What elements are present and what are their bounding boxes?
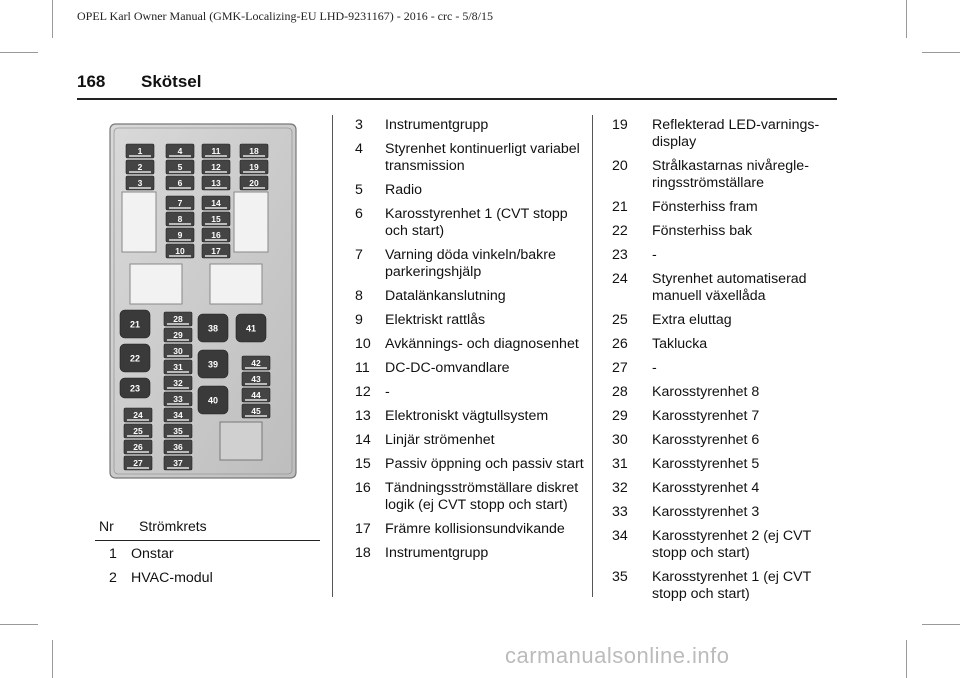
page-number: 168: [77, 72, 106, 91]
fuse-40: [198, 386, 228, 414]
fuse-label: 13: [211, 178, 221, 188]
fuse-19: [240, 160, 268, 174]
row-number: 13: [355, 408, 371, 424]
row-circuit: Främre kollisionsundvikande: [385, 521, 565, 537]
row-number: 31: [612, 456, 628, 472]
section-title: Skötsel: [141, 72, 202, 91]
fuse-34: [164, 408, 192, 422]
table-row: [345, 206, 585, 240]
fuse-label: 4: [177, 146, 183, 156]
row-circuit: -: [385, 384, 390, 400]
table-row: [612, 223, 832, 240]
page-title: [77, 72, 201, 92]
fuse-9: [166, 228, 194, 242]
table-row: [612, 480, 832, 497]
crop-mark: [52, 640, 53, 678]
fuse-label: 25: [133, 426, 143, 436]
table-row: [345, 456, 585, 473]
fuse-label: 7: [177, 198, 183, 208]
fuse-11: [202, 144, 230, 158]
row-number: 7: [355, 247, 363, 263]
table-row: [345, 408, 585, 425]
table-header: [95, 518, 320, 541]
row-number: 16: [355, 480, 371, 496]
table-row: [612, 384, 832, 401]
crop-mark: [922, 624, 960, 625]
fuse-33: [164, 392, 192, 406]
table-row: [345, 480, 585, 514]
table-row: [612, 271, 832, 305]
fuse-label: 3: [137, 178, 143, 188]
fuse-label: 28: [173, 314, 183, 324]
crop-mark: [906, 640, 907, 678]
row-circuit: Karosstyrenhet 1 (ej CVT stopp och start): [652, 569, 812, 602]
crop-mark: [0, 624, 38, 625]
row-circuit: Karosstyrenhet 6: [652, 432, 760, 448]
fuse-4: [166, 144, 194, 158]
fuse-24: [124, 408, 152, 422]
fuse-45: [242, 404, 270, 418]
fuse-22: [120, 344, 150, 372]
header-nr: Nr: [99, 518, 114, 534]
row-number: 1: [109, 546, 117, 562]
row-circuit: -: [652, 247, 657, 263]
row-circuit: Taklucka: [652, 336, 708, 352]
fuse-7: [166, 196, 194, 210]
fuse-label: 31: [173, 362, 183, 372]
row-circuit: Avkännings- och diagnosenhet: [385, 336, 579, 352]
row-number: 34: [612, 528, 628, 544]
row-circuit: Passiv öppning och passiv start: [385, 456, 584, 472]
row-circuit: Karosstyrenhet 5: [652, 456, 760, 472]
row-number: 6: [355, 206, 363, 222]
fuse-18: [240, 144, 268, 158]
fuse-35: [164, 424, 192, 438]
fuse-label: 17: [211, 246, 221, 256]
row-circuit: Karosstyrenhet 8: [652, 384, 760, 400]
row-circuit: Linjär strömenhet: [385, 432, 495, 448]
row-circuit: Tändningsströmställare diskret logik (ej CVT stopp och start): [385, 480, 579, 513]
row-circuit: Varning döda vinkeln/bakre parkeringshjälp: [385, 247, 556, 280]
row-number: 20: [612, 158, 628, 174]
fuse-label: 42: [251, 358, 261, 368]
row-number: 22: [612, 223, 628, 239]
fuse-17: [202, 244, 230, 258]
table-row: [612, 158, 832, 192]
table-row: [345, 360, 585, 377]
row-number: 32: [612, 480, 628, 496]
row-number: 17: [355, 521, 371, 537]
fuse-label: 11: [211, 146, 221, 156]
table-row: [95, 546, 320, 563]
fuse-label: 24: [133, 410, 143, 420]
row-number: 12: [355, 384, 371, 400]
row-circuit: Reflekterad LED-varningsdisplay: [652, 117, 820, 150]
fuse-label: 2: [137, 162, 143, 172]
table-row: [612, 569, 832, 603]
fuse-label: 15: [211, 214, 221, 224]
fuse-label: 19: [249, 162, 259, 172]
fuse-14: [202, 196, 230, 210]
row-circuit: Elektriskt rattlås: [385, 312, 486, 328]
fuse-41: [236, 314, 266, 342]
row-number: 30: [612, 432, 628, 448]
fuse-3: [126, 176, 154, 190]
row-circuit: Fönsterhiss fram: [652, 199, 758, 215]
table-column-2: [345, 117, 585, 569]
table-row: [612, 247, 832, 264]
row-circuit: Styrenhet automatiserad manuell växellåda: [652, 271, 807, 304]
fuse-label: 37: [173, 458, 183, 468]
row-number: 10: [355, 336, 371, 352]
fuse-21: [120, 310, 150, 338]
row-circuit: Karosstyrenhet 4: [652, 480, 760, 496]
row-circuit: Onstar: [131, 546, 174, 562]
row-number: 27: [612, 360, 628, 376]
fuse-label: 12: [211, 162, 221, 172]
fuse-label: 45: [251, 406, 261, 416]
fuse-37: [164, 456, 192, 470]
table-row: [612, 312, 832, 329]
document-meta: OPEL Karl Owner Manual (GMK-Localizing-EU LHD-9231167) - 2016 - crc - 5/8/15: [77, 9, 493, 23]
table-row: [612, 199, 832, 216]
row-number: 2: [109, 570, 117, 586]
fuse-32: [164, 376, 192, 390]
fuse-label: 16: [211, 230, 221, 240]
crop-mark: [906, 0, 907, 38]
table-row: [345, 521, 585, 538]
row-number: 15: [355, 456, 371, 472]
fuse-label: 22: [129, 353, 141, 364]
row-number: 3: [355, 117, 363, 133]
row-number: 8: [355, 288, 363, 304]
fuse-label: 30: [173, 346, 183, 356]
table-row: [612, 456, 832, 473]
row-number: 5: [355, 182, 363, 198]
fuse-label: 1: [137, 146, 143, 156]
row-circuit: Instrumentgrupp: [385, 545, 489, 561]
fuse-15: [202, 212, 230, 226]
table-row: [345, 432, 585, 449]
row-circuit: Fönsterhiss bak: [652, 223, 753, 239]
fuse-label: 18: [249, 146, 259, 156]
row-number: 25: [612, 312, 628, 328]
row-number: 21: [612, 199, 628, 215]
fuse-38: [198, 314, 228, 342]
row-number: 19: [612, 117, 628, 133]
fuse-label: 20: [249, 178, 259, 188]
title-rule: [77, 98, 837, 100]
fuse-13: [202, 176, 230, 190]
crop-mark: [0, 52, 38, 53]
fuse-8: [166, 212, 194, 226]
fuse-label: 10: [175, 246, 185, 256]
fuse-label: 40: [207, 395, 219, 406]
row-number: 11: [355, 360, 370, 376]
fuse-label: 38: [207, 323, 219, 334]
fuse-label: 9: [177, 230, 183, 240]
fuse-label: 34: [173, 410, 183, 420]
fuse-label: 35: [173, 426, 183, 436]
fuse-1: [126, 144, 154, 158]
row-circuit: Karosstyrenhet 3: [652, 504, 760, 520]
fuse-label: 41: [245, 323, 257, 334]
table-row: [345, 117, 585, 134]
table-row: [345, 141, 585, 175]
fuse-31: [164, 360, 192, 374]
fuse-label: 6: [177, 178, 183, 188]
row-number: 35: [612, 569, 628, 585]
row-number: 4: [355, 141, 363, 157]
fuse-2: [126, 160, 154, 174]
fuse-label: 39: [207, 359, 219, 370]
fuse-label: 32: [173, 378, 183, 388]
row-circuit: DC-DC-omvandlare: [385, 360, 510, 376]
table-row: [612, 117, 832, 151]
row-number: 18: [355, 545, 371, 561]
fuse-label: 26: [133, 442, 143, 452]
row-number: 33: [612, 504, 628, 520]
table-row: [345, 545, 585, 562]
fuse-20: [240, 176, 268, 190]
table-row: [612, 504, 832, 521]
fuse-label: 14: [211, 198, 221, 208]
fuse-6: [166, 176, 194, 190]
table-row: [345, 288, 585, 305]
fuse-label: 27: [133, 458, 143, 468]
table-row: [345, 312, 585, 329]
header-circuit: Strömkrets: [139, 518, 207, 534]
row-number: 29: [612, 408, 628, 424]
column-divider: [332, 115, 333, 597]
fuse-39: [198, 350, 228, 378]
fuse-label: 5: [177, 162, 183, 172]
table-row: [612, 408, 832, 425]
table-column-3: [612, 117, 832, 610]
fuse-16: [202, 228, 230, 242]
fuse-box-diagram: [108, 122, 298, 482]
row-number: 28: [612, 384, 628, 400]
row-circuit: Strålkastarnas nivåregleringsströmställare: [652, 158, 809, 191]
fuse-label: 33: [173, 394, 183, 404]
table-row: [612, 360, 832, 377]
fuse-27: [124, 456, 152, 470]
table-row: [345, 336, 585, 353]
row-circuit: Styrenhet kontinuerligt variabel transmission: [385, 141, 580, 174]
fuse-12: [202, 160, 230, 174]
row-number: 23: [612, 247, 628, 263]
row-circuit: Extra eluttag: [652, 312, 732, 328]
table-row: [612, 528, 832, 562]
row-circuit: -: [652, 360, 657, 376]
fuse-label: 43: [251, 374, 261, 384]
row-number: 26: [612, 336, 628, 352]
fuse-label: 21: [129, 319, 141, 330]
fuse-30: [164, 344, 192, 358]
crop-mark: [922, 52, 960, 53]
fuse-26: [124, 440, 152, 454]
fuse-43: [242, 372, 270, 386]
row-circuit: Karosstyrenhet 2 (ej CVT stopp och start): [652, 528, 812, 561]
fuse-28: [164, 312, 192, 326]
fuse-10: [166, 244, 194, 258]
fuse-25: [124, 424, 152, 438]
fuse-label: 23: [129, 383, 141, 394]
column-divider: [592, 115, 593, 597]
watermark: carmanualsonline.info: [505, 643, 730, 668]
fuse-44: [242, 388, 270, 402]
row-circuit: Elektroniskt vägtullsystem: [385, 408, 549, 424]
row-circuit: Radio: [385, 182, 423, 198]
crop-mark: [52, 0, 53, 38]
fuse-label: 44: [251, 390, 261, 400]
fuse-label: 29: [173, 330, 183, 340]
row-number: 24: [612, 271, 628, 287]
row-circuit: Datalänkanslutning: [385, 288, 506, 304]
table-row: [345, 182, 585, 199]
row-number: 14: [355, 432, 371, 448]
row-circuit: Karosstyrenhet 7: [652, 408, 760, 424]
fuse-label: 8: [177, 214, 183, 224]
fuse-label: 36: [173, 442, 183, 452]
fuse-36: [164, 440, 192, 454]
table-row: [612, 336, 832, 353]
row-circuit: Karosstyrenhet 1 (CVT stopp och start): [385, 206, 568, 239]
fuse-5: [166, 160, 194, 174]
row-number: 9: [355, 312, 363, 328]
table-row: [345, 384, 585, 401]
row-circuit: HVAC-modul: [131, 570, 213, 586]
fuse-29: [164, 328, 192, 342]
table-row: [95, 570, 320, 587]
table-row: [612, 432, 832, 449]
table-column-1: [95, 546, 320, 594]
fuse-42: [242, 356, 270, 370]
fuse-23: [120, 378, 150, 398]
row-circuit: Instrumentgrupp: [385, 117, 489, 133]
table-row: [345, 247, 585, 281]
